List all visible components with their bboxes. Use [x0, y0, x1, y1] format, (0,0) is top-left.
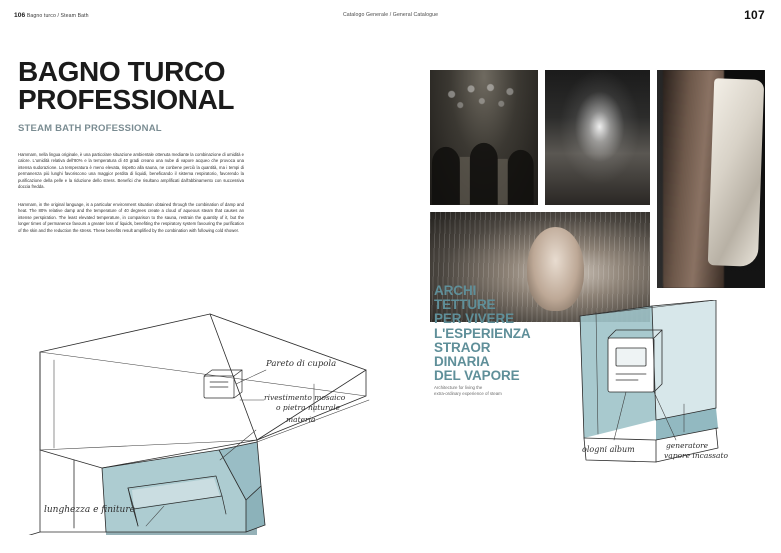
page-subtitle: STEAM BATH PROFESSIONAL	[18, 123, 162, 134]
body-paragraph-english: Hammam, in the original language, is a particular environment situation obtained through the combination of damp and heat. The 80% relative damp and the temperature of 40 degrees create a cloud of aqueous steam that causes an intense perspiration. The least elevated temperature, in comparison to the sauna, restrain the quantity of it, but the longer times of permanence favours a greater loss of liquids, benefiting the respiratory system favouring the purification of the skin and the reduction the stress. These benefits result amplified by the combination with following cold shower.	[18, 201, 244, 233]
right-headline-line-6: DEL VAPORE	[434, 368, 520, 384]
right-headline-line-1: TETTURE	[434, 297, 496, 313]
right-sketch-annotation-2: generatore	[666, 441, 709, 450]
sketch-annotation-4: materia	[286, 415, 316, 424]
sketch-annotation-5: lunghezza e finiture	[44, 505, 135, 515]
right-caption-line2: extra-ordinary experience of steam	[434, 391, 502, 397]
right-caption-line1: Architecture for living the	[434, 385, 483, 390]
running-head-left-text: Bagno turco / Steam Bath	[26, 13, 89, 19]
sketch-annotation-2: rivestimento mosaico	[264, 393, 346, 402]
page-title	[18, 58, 388, 114]
running-head-left	[14, 12, 89, 19]
towel-photo-cloth	[708, 78, 764, 267]
left-column	[18, 58, 388, 234]
page-title-line2: PROFESSIONAL	[18, 84, 235, 115]
right-headline	[434, 284, 554, 383]
right-headline-line-4: STRAOR	[434, 339, 491, 355]
right-headline-line-0: ARCHI	[434, 283, 477, 298]
right-headline-line-3: L'ESPERIENZA	[434, 325, 531, 341]
running-head-center: Catalogo Generale / General Catalogue	[342, 12, 439, 18]
sketch-annotation-3: o pietra naturale	[276, 403, 341, 412]
towel-photo	[657, 70, 765, 288]
right-caption	[434, 385, 549, 398]
sketch-annotation-1: Pareto di cupola	[266, 359, 337, 369]
right-sketch-annotation-1: ologni album	[582, 445, 635, 454]
steam-photo	[545, 70, 650, 205]
hammam-dome-photo	[430, 70, 538, 205]
right-headline-line-2: PER VIVERE	[434, 311, 515, 327]
folio-left: 106	[14, 12, 26, 19]
dome-arches-overlay	[430, 121, 538, 205]
folio-right: 107	[744, 8, 765, 22]
body-paragraph-italian: Hammam, nella lingua originale, è una particolare situazione ambientale ottenuta mediante la combinazione di umidità e calore. L'umidità relativa dell'80% e la temperatura di 40 gradi creano una nube di vapore acqueo che provoca una intensa sudorazione. La temperatura è meno elevata, rispetto alla sauna, ne conbene perciò la quantità, ma i tempi di permanenza più lunghi favoriscono una maggior perdita di liquidi, beneficando il sistema respiratorio, favorendo la purificazione della pelle e la riduzione dello stress. Benefici che risultano amplificati dall'abbinamento con successiva doccia fredda.	[18, 152, 244, 190]
interior-sketch-left	[14, 300, 384, 535]
right-headline-line-5: DINARIA	[434, 353, 490, 369]
page-title-line1: BAGNO TURCO	[18, 56, 226, 87]
right-sketch-annotation-3: vapore incassato	[664, 451, 729, 460]
steam-generator-sketch	[556, 300, 771, 490]
